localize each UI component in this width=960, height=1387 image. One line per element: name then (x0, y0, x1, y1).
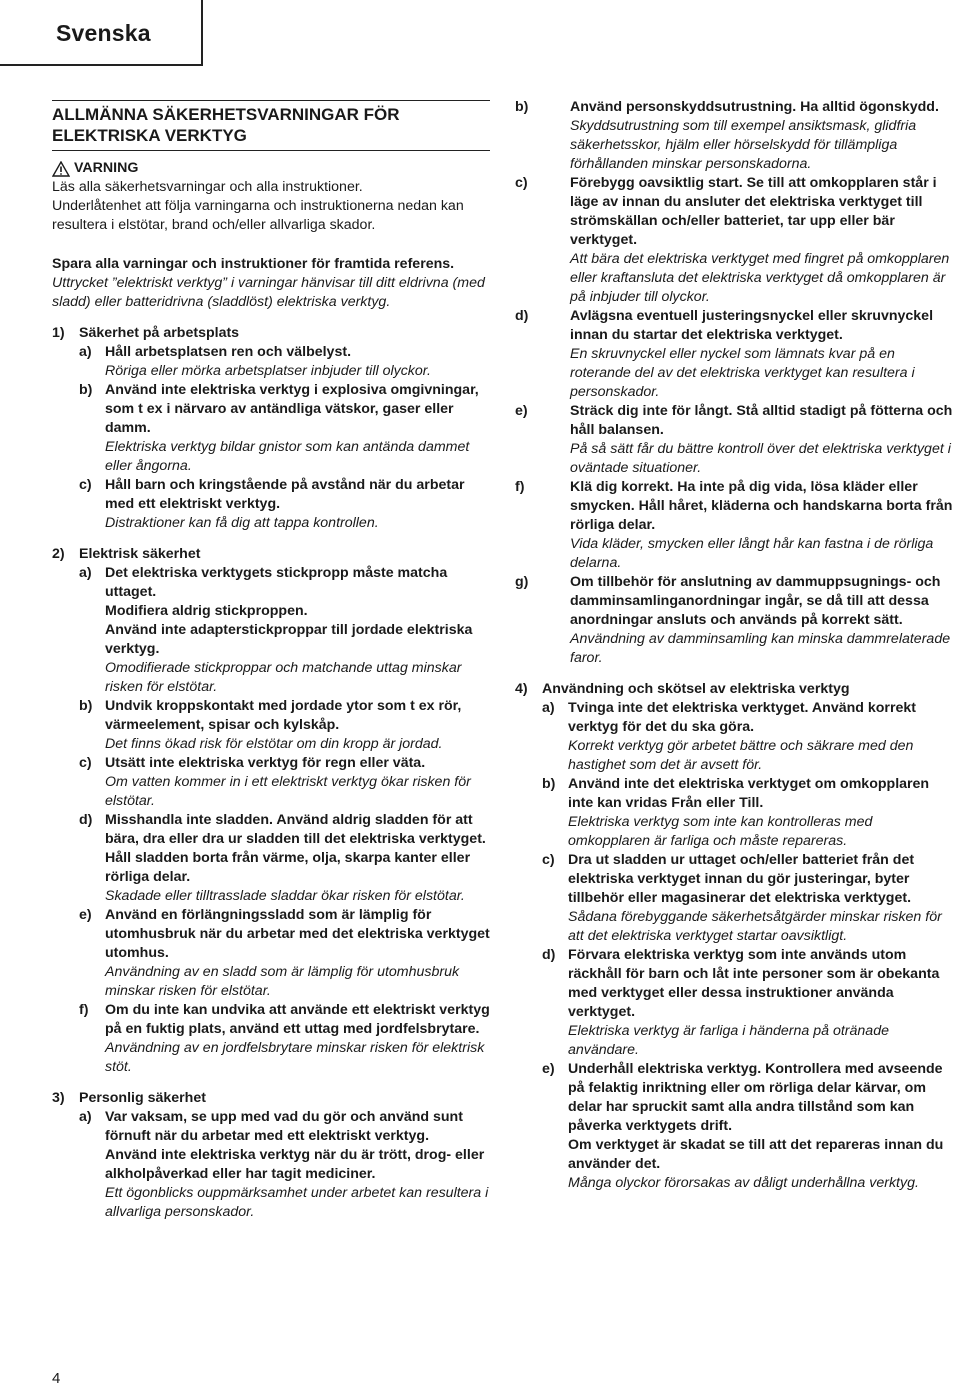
right-column (515, 98, 955, 1193)
left-column (52, 100, 490, 1222)
section-3 (52, 1089, 490, 1222)
page-number: 4 (52, 1370, 61, 1387)
list-item: a) Håll arbetsplatsen ren och välbelyst. Röriga eller mörka arbetsplatser inbjuder till olyckor. (79, 344, 431, 379)
list-item: e) Sträck dig inte för långt. Stå alltid stadigt på fötterna och håll balansen. På så sätt får du bättre kontroll över det elektriska verktyget i oväntade situationer. (515, 403, 953, 476)
list-item: e) Underhåll elektriska verktyg. Kontrollera med avseende på felaktig inriktning eller om rörliga delar kärvar, om delar har spruckit samt alla andra tillstånd som kan påverka verktygets drift. Om verktyget är skadat se till att det repareras innan du använder det. Många olyckor förorsakas av dåligt underhållna verktyg. (542, 1061, 944, 1191)
list-item: c) Utsätt inte elektriska verktyg för regn eller väta. Om vatten kommer in i ett elektriskt verktyg ökar risken för elstötar. (79, 755, 471, 809)
warning-text: Underlåtenhet att följa varningarna och instruktionerna nedan kan resultera i elstötar, brand och/eller allvarliga skador. (52, 198, 464, 233)
list-item: c) Dra ut sladden ur uttaget och/eller batteriet från det elektriska verktyget innan du gör justeringar, byter tillbehör eller magasinerar det elektriska verktyget. Sådana förebyggande säkerhetsåtgärder minskar risken för att det elektriska verktyget startar oavsiktligt. (542, 852, 942, 944)
list-item: b) Undvik kroppskontakt med jordade ytor som t ex rör, värmeelement, spisar och kylskåp. Det finns ökad risk för elstötar om din kropp är jordad. (79, 698, 462, 752)
section-3-continued (515, 98, 955, 668)
section-title: 2) Elektrisk säkerhet (52, 546, 201, 562)
warning-row (52, 159, 490, 178)
main-heading-line2: ELEKTRISKA VERKTYG (52, 126, 247, 145)
list-item: d) Förvara elektriska verktyg som inte används utom räckhåll för barn och låt inte personer som är obekanta med verktyget eller dessa instruktioner använda verktyget. Elektriska verktyg är farliga i händerna på otränade användare. (542, 947, 940, 1058)
list-item: a) Det elektriska verktygets stickpropp måste matcha uttaget. Modifiera aldrig stickproppen. Använd inte adapterstickproppar till jordade elektriska verktyg. Omodifierade stickproppar och matchande uttag minskar risken för elstötar. (79, 565, 473, 695)
section-title: 4) Användning och skötsel av elektriska verktyg (515, 681, 850, 697)
list-item: e) Använd en förlängningssladd som är lämplig för utomhusbruk när du arbetar med det elektriska verktyget utomhus. Användning av en sladd som är lämplig för utomhusbruk minskar risken för elstötar. (79, 907, 490, 999)
save-note: Spara alla varningar och instruktioner för framtida referens. (52, 256, 455, 272)
heading-rule-bottom (52, 150, 490, 151)
warning-triangle-icon (52, 161, 70, 177)
warning-label: VARNING (74, 160, 139, 176)
section-title: 1) Säkerhet på arbetsplats (52, 325, 240, 341)
list-item: b) Använd personskyddsutrustning. Ha alltid ögonskydd. Skyddsutrustning som till exempel ansiktsmask, glidfria säkerhetsskor, hjälm eller hörselskydd för tillämpliga förhållanden minskar personskadorna. (515, 99, 939, 172)
list-item: f) Klä dig korrekt. Ha inte på dig vida, lösa kläder eller smycken. Håll håret, kläderna och handskarna borta från rörliga delar. Vida kläder, smycken eller långt hår kan fastna i de rörliga delarna. (515, 479, 953, 571)
list-item: b) Använd inte det elektriska verktyget om omkopplaren inte kan vridas Från eller Till. Elektriska verktyg som inte kan kontrolleras med omkopplaren är farliga och måste repareras. (542, 776, 930, 849)
list-item: d) Avlägsna eventuell justeringsnyckel eller skruvnyckel innan du startar det elektriska verktyget. En skruvnyckel eller nyckel som lämnats kvar på en roterande del av det elektriska verktyget kan resultera i personskador. (515, 308, 934, 400)
list-item: a) Var vaksam, se upp med vad du gör och använd sunt förnuft när du arbetar med ett elektriskt verktyg. Använd inte elektriska verktyg när du är trött, drog- eller alkholpåverkad eller har tagit mediciner. Ett ögonblicks ouppmärksamhet under arbetet kan resultera i allvarliga personskador. (79, 1109, 489, 1220)
list-item: b) Använd inte elektriska verktyg i explosiva omgivningar, som t ex i närvaro av antändliga vätskor, gaser eller damm. Elektriska verktyg bildar gnistor som kan antända dammet eller ångorna. (79, 382, 479, 474)
section-title: 3) Personlig säkerhet (52, 1090, 206, 1106)
language-label: Svenska (56, 20, 151, 46)
list-item: c) Förebygg oavsiktlig start. Se till att omkopplaren står i läge av innan du ansluter det elektriska verktyget till strömskällan och/eller batteriet, tar upp eller bär verktyget. Att bära det elektriska verktyget med fingret på omkopplaren eller kraftansluta det elektriska verktyget då omkopplaren är på inbjuder till olyckor. (515, 175, 950, 305)
list-item: a) Tvinga inte det elektriska verktyget. Använd korrekt verktyg för det du ska göra. Korrekt verktyg gör arbetet bättre och säkrare med den hastighet som det är avsett för. (542, 700, 916, 773)
main-heading (52, 101, 490, 150)
list-item: f) Om du inte kan undvika att använde ett elektriskt verktyg på en fuktig plats, använd ett uttag med jordfelsbrytare. Användning av en jordfelsbrytare minskar risken för elektrisk stöt. (79, 1002, 490, 1075)
language-tab (0, 0, 203, 66)
main-heading-line1: ALLMÄNNA SÄKERHETSVARNINGAR FÖR (52, 105, 400, 124)
section-1 (52, 324, 490, 533)
list-item: g) Om tillbehör för anslutning av dammuppsugnings- och damminsamlinganordningar ingår, se då till att dessa anordningar ansluts och används på korrekt sätt. Användning av damminsamling kan minska dammrelaterade faror. (515, 574, 951, 666)
list-item: d) Misshandla inte sladden. Använd aldrig sladden för att bära, dra eller dra ur sladden till det elektriska verktyget. Håll sladden borta från värme, olja, skarpa kanter eller rörliga delar. Skadade eller tilltrasslade sladdar ökar risken för elstötar. (79, 812, 486, 904)
warning-bold-text: Läs alla säkerhetsvarningar och alla instruktioner. (52, 179, 363, 195)
definition-text: Uttrycket ”elektriskt verktyg” i varningar hänvisar till ditt eldrivna (med sladd) eller batteridrivna (sladdlöst) elektriska verktyg. (52, 275, 485, 310)
section-2 (52, 545, 490, 1077)
list-item: c) Håll barn och kringstående på avstånd när du arbetar med ett elektriskt verktyg. Distraktioner kan få dig att tappa kontrollen. (79, 477, 465, 531)
section-4 (515, 680, 955, 1193)
